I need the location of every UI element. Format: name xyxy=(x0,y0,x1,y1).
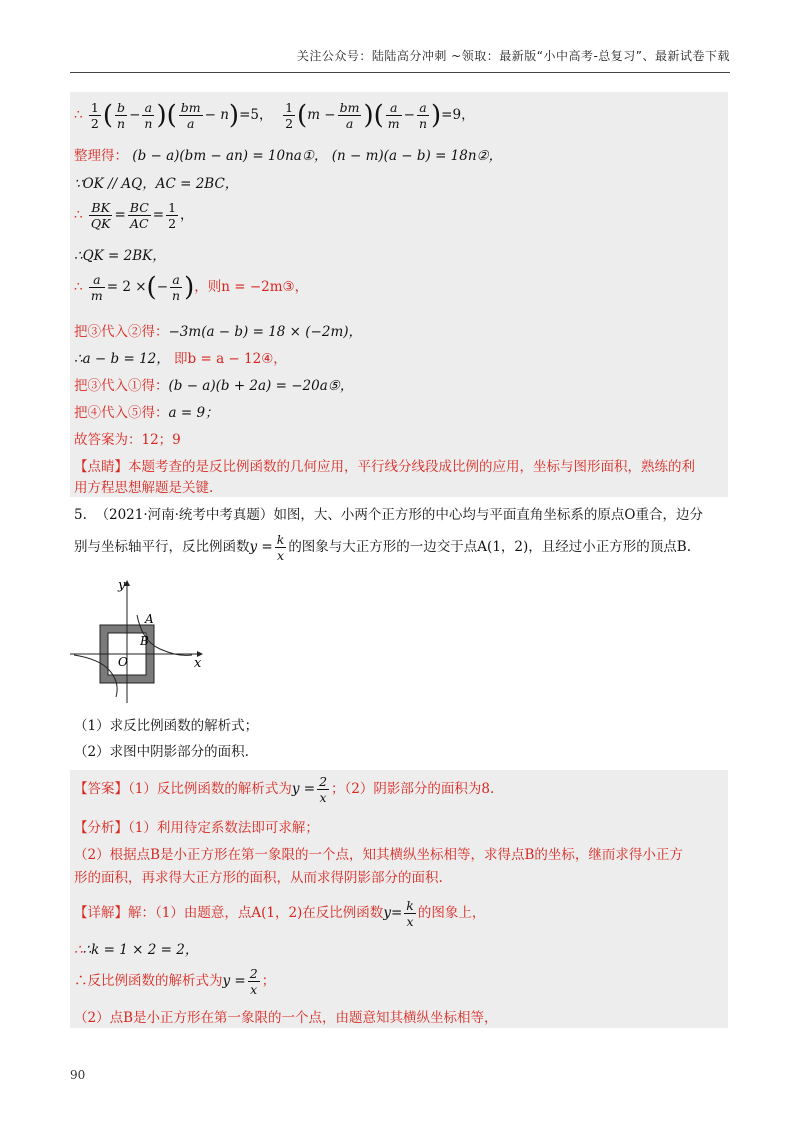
label-a: A xyxy=(145,612,154,626)
equation-line-4: ∴ $\frac{BK}{QK}$ = $\frac{BC}{AC}$ = $\frac{1}{2}$ ， xyxy=(74,200,194,231)
page-number: 90 xyxy=(70,1068,86,1082)
equation-line-9: 把③代入①得：(b − a)(b + 2a) = −20a⑤， xyxy=(74,378,354,394)
label-o: O xyxy=(118,655,128,669)
analysis-line-1: 【分析】（1）利用待定系数法即可求解； xyxy=(74,820,319,836)
equation-line-3: ∵OK // AQ，AC = 2BC， xyxy=(74,176,239,192)
page-header: 关注公众号：陆陆高分冲刺 ~领取：最新版“小中高考-总复习”、最新试卷下载 xyxy=(296,49,730,63)
label-x: x xyxy=(194,656,202,671)
label-y: y xyxy=(118,578,126,593)
question-2: （2）求图中阴影部分的面积. xyxy=(74,744,249,760)
equation-line-8: ∴a − b = 12， 即b = a − 12④， xyxy=(74,351,287,367)
equation-line-2: 整理得： (b − a)(bm − an) = 10na①， (n − m)(a − b) = 18n②， xyxy=(74,148,503,164)
label-b: B xyxy=(140,634,149,648)
answer-line: 故答案为：12；9 xyxy=(74,432,181,448)
equation-line-7: 把③代入②得：−3m(a − b) = 18 × (−2m)， xyxy=(74,324,363,340)
equation-line-10: 把④代入⑤得：a = 9； xyxy=(74,405,219,421)
detail-line-3: ∴反比例函数的解析式为y = $\frac{2}{x}$ ； xyxy=(74,966,276,997)
analysis-line-2: （2）根据点B是小正方形在第一象限的一个点，知其横纵坐标相等，求得点B的坐标，继而求得小正方 xyxy=(74,847,683,863)
analysis-line-3: 形的面积，再求得大正方形的面积，从而求得阴影部分的面积. xyxy=(74,870,443,886)
problem-line-2: 别与坐标轴平行，反比例函数y = $\frac{k}{x}$ 的图象与大正方形的一边交于点A(1，2)，且经过小正方形的顶点B. xyxy=(74,532,691,563)
coordinate-figure xyxy=(70,575,210,705)
detail-line-2: ∴∴k = 1 × 2 = 2， xyxy=(74,942,199,958)
equation-line-6: ∴ $\frac{a}{m}$ = 2 ×(− $\frac{a}{n}$ )，则n = −2m③， xyxy=(74,272,309,303)
question-1: （1）求反比例函数的解析式； xyxy=(74,718,259,734)
header-rule xyxy=(70,72,730,73)
equation-line-1: ∴ $\frac{1}{2}$ ( $\frac{b}{n}$ − $\frac{a}{n}$ )( $\frac{bm}{a}$ − n)=5， $\frac{1}{2}$ (m − $\frac{bm}{a}$ )( $\frac{a}{m}$ − $\frac{a}{n}$ )=9， xyxy=(74,100,475,131)
problem-line-1: 5. （2021·河南·统考中考真题）如图，大、小两个正方形的中心均与平面直角坐标系的原点O重合，边分 xyxy=(74,507,704,523)
point-line-2: 用方程思想解题是关键. xyxy=(74,480,214,496)
detail-line-4: （2）点B是小正方形在第一象限的一个点，由题意知其横纵坐标相等， xyxy=(74,1010,498,1026)
detail-line-1: 【详解】解：（1）由题意，点A(1，2)在反比例函数y= $\frac{k}{x}$ 的图象上， xyxy=(74,898,486,929)
answer-line-1: 【答案】（1）反比例函数的解析式为y = $\frac{2}{x}$ ；（2）阴影部分的面积为8. xyxy=(74,774,495,805)
equation-line-5: ∴QK = 2BK， xyxy=(74,248,166,264)
point-line-1: 【点睛】本题考查的是反比例函数的几何应用，平行线分线段成比例的应用，坐标与图形面积，熟练的利 xyxy=(74,459,695,475)
